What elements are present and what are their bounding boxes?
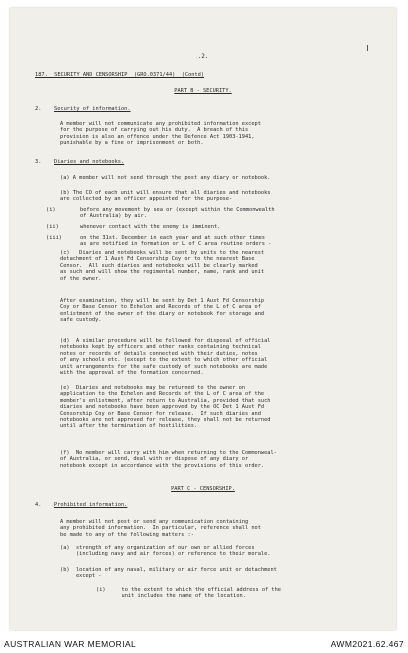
section-4-body-line: any prohibited information. In particular, reference shall not (60, 525, 261, 532)
para-3c-line: as such and will show the regimental number, name, rank and unit (60, 269, 265, 276)
para-3e-line: diaries and notebooks have been approved by the OC Det 1 Aust Fd (60, 404, 265, 411)
footer-catalogue-id: AWM2021.62.467 (330, 639, 404, 649)
para-3c-continued-line: safe custody. (60, 317, 102, 324)
part-b-heading: PART B - SECURITY. (174, 88, 232, 94)
section-2-body-line: for the purpose of carrying out his duty. A breach of this (60, 127, 249, 134)
section-3-heading: Diaries and notebooks. (54, 159, 125, 165)
para-3e-line: application to the Echelon and Records of the L of C area of the (60, 391, 265, 398)
section-2-body-line: punishable by a fine or imprisonment or both. (60, 140, 204, 147)
para-3e-line: member's enlistment, after return to Australia, provided that such (60, 397, 271, 404)
sub-item-text: whenever contact with the enemy is imminent. (80, 224, 221, 230)
page-number: .2. (197, 53, 209, 60)
footer-institution: AUSTRALIAN WAR MEMORIAL (4, 639, 137, 649)
sub-item-label: (i) (46, 207, 56, 213)
sub-item-label: (iii) (46, 235, 62, 241)
para-3c-continued-line: Coy or Base Censor to Echelon and Records of the L of C area of (60, 304, 261, 311)
para-3c-continued-line: enlistment of the owner of the diary or notebook for storage and (60, 310, 265, 317)
para-4b-i-line: unit includes the name of the location. (96, 593, 246, 600)
section-2-heading: Security of information. (54, 106, 131, 112)
sub-item-text: of Australia) by air. (80, 213, 147, 220)
para-3d-line: notebooks kept by officers and other ranks containing technical (60, 344, 261, 351)
para-3b-line: (b) The CO of each unit will ensure that all diaries and notebooks (60, 190, 271, 196)
para-3f-line: of Australia, or send, deal with or dispose of any diary or (60, 456, 249, 463)
para-3f-line: (f) No member will carry with him when returning to the Commonweal- (60, 450, 277, 456)
margin-mark (367, 45, 368, 51)
sub-item-text: before any movement by sea or (except within the Commonwealth (80, 207, 275, 213)
section-2-body-line: A member will not communicate any prohibited information except (60, 121, 261, 127)
para-3e-line: until after the termination of hostilities. (60, 423, 198, 430)
para-3e-line: notebooks are not approved for release, they shall not be returned (60, 417, 271, 423)
para-4a-line: (a) strength of any organization of our own or allied forces (60, 545, 255, 551)
sub-item-text: as are notified in formation or L of C area routine orders - (80, 241, 272, 248)
para-3c-line: of the owner. (60, 275, 102, 282)
part-c-heading: PART C - CENSORSHIP. (171, 486, 235, 492)
sub-item-label: (ii) (46, 224, 59, 230)
para-3c-continued-line: After examination, they will be sent by Det 1 Aust Fd Censorship (60, 298, 265, 304)
section-4-number: 4. (35, 502, 42, 508)
para-3d-line: unit arrangements for the safe custody of such notebooks are made (60, 363, 268, 370)
section-2-body-line: provision is also an offence under the Defence Act 1903-1941, (60, 133, 255, 140)
para-3e-line: Censorship Coy or Base Censor for release. If such diaries and (60, 410, 261, 417)
typed-sheet (10, 8, 396, 630)
footer-bar (0, 631, 408, 653)
para-4b-i-line: (i) to the extent to which the official address of the (96, 587, 281, 593)
para-3d-line: (d) A similar procedure will be followed for disposal of official (60, 338, 271, 344)
para-4b-line: except - (60, 573, 102, 580)
section-4-body-line: be made to any of the following matters :- (60, 531, 194, 538)
section-title: 187. SECURITY AND CENSORSHIP (GRO.0371/44) (Contd) (35, 72, 205, 78)
para-3c-line: Censor. All such diaries and notebooks will be clearly marked (60, 262, 258, 269)
para-3e-line: (e) Diaries and notebooks may be returned to the owner on (60, 385, 245, 391)
para-3d-line: notes or records of details connected with their duties, notes (60, 350, 258, 357)
para-3b-line: are collected by an officer appointed for the purpose- (60, 196, 233, 203)
section-3-number: 3. (35, 159, 42, 165)
para-3a: (a) A member will not send through the post any diary or notebook. (60, 175, 271, 181)
para-3c-line: detachment of 1 Aust Fd Censorship Coy or to the nearest Base (60, 256, 255, 263)
para-3d-line: of any schools etc. (except to the extent to which other official (60, 357, 268, 364)
para-4b-line: (b) location of any naval, military or air force unit or detachment (60, 567, 277, 573)
section-2-number: 2. (35, 106, 42, 112)
section-4-heading: Prohibited information. (54, 502, 128, 508)
sub-item-text: on the 31st. December in each year and at such other times (80, 235, 265, 241)
para-3f-line: notebook except in accordance with the provisions of this order. (60, 462, 265, 469)
para-4a-line: (including navy and air forces) or reference to their morale. (60, 551, 271, 558)
para-3c-line: (c) Diaries and notebooks will be sent by units to the nearest (60, 250, 265, 256)
section-4-body-line: A member will not post or send any communication containing (60, 519, 249, 525)
para-3d-line: with the approval of the formation concerned. (60, 370, 204, 376)
